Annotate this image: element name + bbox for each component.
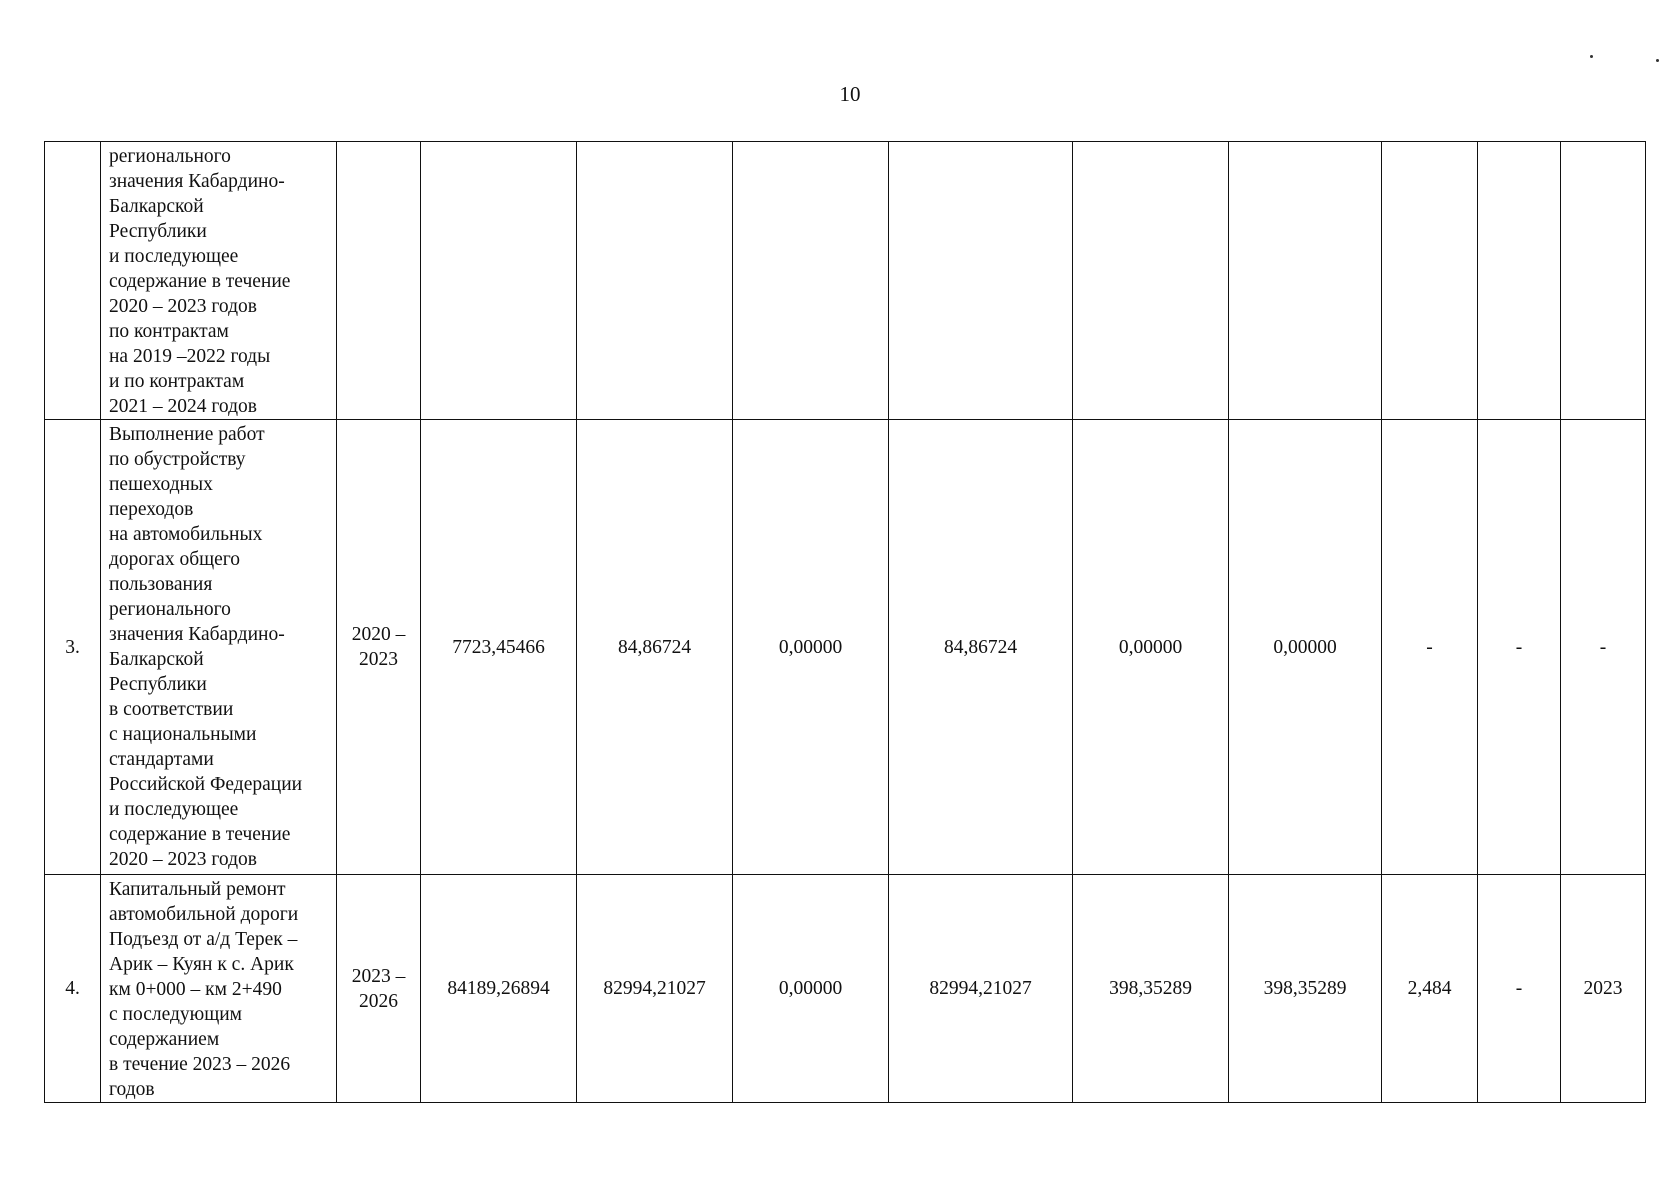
description-line: автомобильной дороги bbox=[109, 904, 299, 925]
description-line: Капитальный ремонт bbox=[109, 879, 286, 900]
period-line: 2026 bbox=[359, 990, 398, 1012]
table-row bbox=[45, 875, 1646, 1103]
regional-funds-cell: 82994,21027 bbox=[889, 875, 1073, 1103]
description-line: с национальными bbox=[109, 724, 257, 745]
scan-artifact-dot bbox=[1656, 59, 1659, 62]
prior-funds-cell bbox=[1073, 142, 1229, 420]
description-line: и последующее bbox=[109, 799, 239, 820]
description-line: по контрактам bbox=[109, 321, 229, 342]
description-line: содержанием bbox=[109, 1029, 220, 1050]
completion-year-cell: - bbox=[1561, 420, 1646, 875]
description-line: Балкарской bbox=[109, 649, 204, 670]
current-funds-cell: 398,35289 bbox=[1229, 875, 1382, 1103]
completion-year-cell bbox=[1561, 142, 1646, 420]
prior-funds-cell: 398,35289 bbox=[1073, 875, 1229, 1103]
work-description bbox=[101, 142, 337, 420]
current-funds-cell bbox=[1229, 142, 1382, 420]
total-funding-cell: 82994,21027 bbox=[577, 875, 733, 1103]
description-line: на 2019 –2022 годы bbox=[109, 346, 271, 367]
description-line: 2020 – 2023 годов bbox=[109, 849, 257, 870]
description-line: Балкарской bbox=[109, 196, 204, 217]
work-description bbox=[101, 875, 337, 1103]
federal-funds-cell bbox=[733, 142, 889, 420]
period-line: 2020 – bbox=[351, 624, 406, 645]
current-funds-cell: 0,00000 bbox=[1229, 420, 1382, 875]
description-line: Республики bbox=[109, 221, 207, 242]
total-funding-cell: 84,86724 bbox=[577, 420, 733, 875]
capacity-cell bbox=[1478, 142, 1561, 420]
description-line: дорогах общего bbox=[109, 549, 241, 570]
total-cost-cell: 84189,26894 bbox=[421, 875, 577, 1103]
description-line: Выполнение работ bbox=[109, 424, 265, 445]
implementation-period bbox=[337, 875, 421, 1103]
total-cost-cell bbox=[421, 142, 577, 420]
description-line: в течение 2023 – 2026 bbox=[109, 1054, 291, 1075]
description-line: содержание в течение bbox=[109, 824, 291, 845]
federal-funds-cell: 0,00000 bbox=[733, 420, 889, 875]
description-line: 2020 – 2023 годов bbox=[109, 296, 257, 317]
table-row bbox=[45, 142, 1646, 420]
description-line: Подъезд от а/д Терек – bbox=[109, 929, 298, 950]
description-line: Республики bbox=[109, 674, 207, 695]
description-line: содержание в течение bbox=[109, 271, 291, 292]
period-line: 2023 bbox=[359, 649, 398, 670]
work-description bbox=[101, 420, 337, 875]
prior-funds-cell: 0,00000 bbox=[1073, 420, 1229, 875]
length-km-cell bbox=[1382, 142, 1478, 420]
table-row bbox=[45, 420, 1646, 875]
regional-funds-cell bbox=[889, 142, 1073, 420]
capacity-cell: - bbox=[1478, 875, 1561, 1103]
period-line: 2023 – bbox=[351, 965, 406, 987]
description-line: пользования bbox=[109, 574, 213, 595]
description-line: значения Кабардино- bbox=[109, 624, 285, 645]
description-line: Российской Федерации bbox=[109, 774, 303, 795]
length-km-cell: - bbox=[1382, 420, 1478, 875]
description-line: на автомобильных bbox=[109, 524, 263, 545]
row-number bbox=[45, 142, 101, 420]
description-line: и последующее bbox=[109, 246, 239, 267]
row-number: 4. bbox=[45, 875, 101, 1103]
description-line: в соответствии bbox=[109, 699, 234, 720]
description-line: значения Кабардино- bbox=[109, 171, 285, 192]
description-line: и по контрактам bbox=[109, 371, 245, 392]
federal-funds-cell: 0,00000 bbox=[733, 875, 889, 1103]
length-km-cell: 2,484 bbox=[1382, 875, 1478, 1103]
description-line: Арик – Куян к с. Арик bbox=[109, 954, 294, 975]
total-funding-cell bbox=[577, 142, 733, 420]
description-line: переходов bbox=[109, 499, 194, 520]
regional-funds-cell: 84,86724 bbox=[889, 420, 1073, 875]
row-number: 3. bbox=[45, 420, 101, 875]
description-line: по обустройству bbox=[109, 449, 246, 470]
description-line: 2021 – 2024 годов bbox=[109, 396, 257, 417]
description-line: регионального bbox=[109, 146, 231, 167]
page-number: 10 bbox=[839, 82, 861, 106]
description-line: с последующим bbox=[109, 1004, 243, 1025]
description-line: регионального bbox=[109, 599, 231, 620]
implementation-period bbox=[337, 420, 421, 875]
capacity-cell: - bbox=[1478, 420, 1561, 875]
description-line: годов bbox=[109, 1079, 155, 1100]
description-line: пешеходных bbox=[109, 474, 213, 495]
total-cost-cell: 7723,45466 bbox=[421, 420, 577, 875]
implementation-period bbox=[337, 142, 421, 420]
completion-year-cell: 2023 bbox=[1561, 875, 1646, 1103]
description-line: км 0+000 – км 2+490 bbox=[109, 979, 282, 1000]
scan-artifact-dot bbox=[1590, 55, 1593, 58]
description-line: стандартами bbox=[109, 749, 214, 770]
budget-table bbox=[44, 141, 1646, 1103]
